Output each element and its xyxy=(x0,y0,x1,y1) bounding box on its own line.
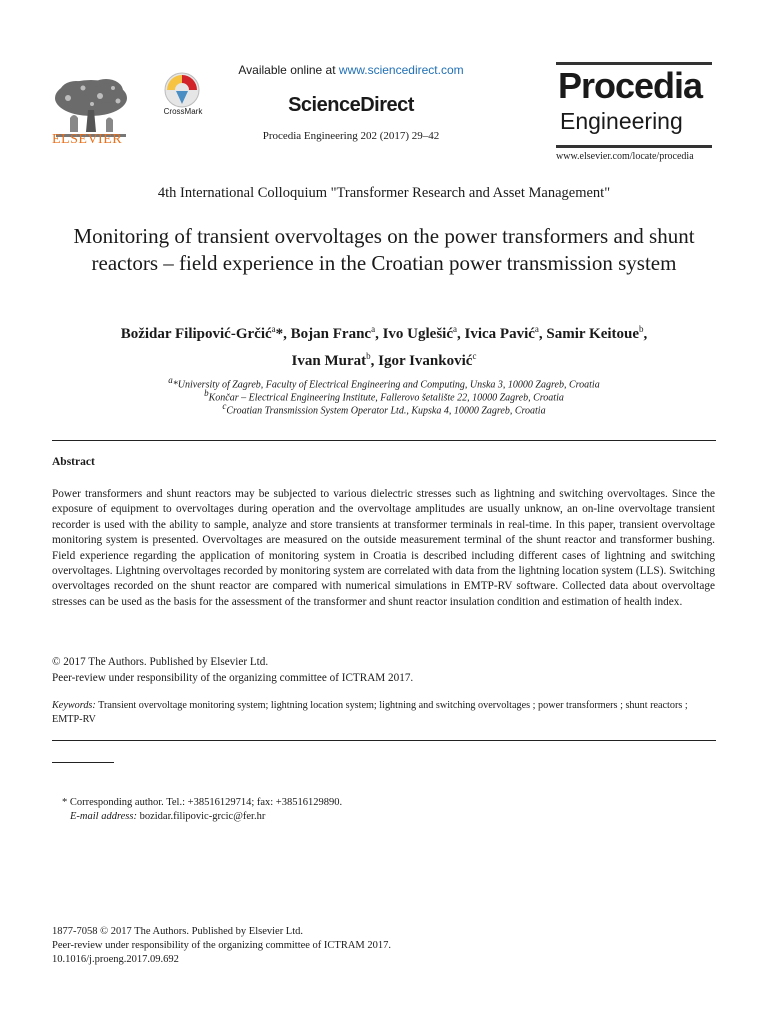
corresponding-mark: * xyxy=(275,326,284,342)
sciencedirect-logo: ScienceDirect xyxy=(288,94,414,116)
sciencedirect-link[interactable]: www.sciencedirect.com xyxy=(338,63,464,77)
email-address[interactable]: bozidar.filipovic-grcic@fer.hr xyxy=(136,811,266,822)
author-affiliation-mark: b xyxy=(639,324,644,334)
journal-homepage-link[interactable]: www.elsevier.com/locate/procedia xyxy=(556,151,694,162)
author-name: Bojan Franc xyxy=(290,326,372,342)
affiliation-c: $^c$Croatian Transmission System Operator Ltd., Kupska 4, 10000 Zagreb, Croatia xyxy=(222,401,546,417)
corresponding-author-note: * Corresponding author. Tel.: +38516129714; fax: +38516129890. xyxy=(62,797,343,808)
author-affiliation-mark: a xyxy=(534,324,539,334)
author-name: Samir Keitoue xyxy=(546,326,640,342)
author-name: Ivo Uglešić xyxy=(382,326,453,342)
author-name: Ivan Murat xyxy=(291,353,367,369)
footnote-rule xyxy=(52,762,114,763)
available-online-prefix: Available online at xyxy=(238,63,339,77)
paper-title: Monitoring of transient overvoltages on the power transformers and shunt reactors – field experience in the Croatian power transmission system xyxy=(73,224,695,275)
procedia-logo-title: Procedia xyxy=(558,65,703,106)
keywords-text: Transient overvoltage monitoring system; lightning location system; lightning and switching overvoltages ; power transformers ; shunt reactors ; EMTP-RV xyxy=(52,700,688,725)
peer-review-line: Peer-review under responsibility of the organizing committee of ICTRAM 2017. xyxy=(52,672,414,684)
section-divider xyxy=(52,440,716,441)
footer-peer-review: Peer-review under responsibility of the organizing committee of ICTRAM 2017. xyxy=(52,940,392,951)
crossmark-label: CrossMark xyxy=(163,107,203,116)
journal-reference: Procedia Engineering 202 (2017) 29–42 xyxy=(262,130,440,142)
copyright-notice xyxy=(52,654,413,686)
author-name: Igor Ivanković xyxy=(378,353,473,369)
email-label: E-mail address: xyxy=(70,811,137,822)
elsevier-wordmark: ELSEVIER xyxy=(52,132,123,147)
doi[interactable]: 10.1016/j.proeng.2017.09.692 xyxy=(52,954,179,965)
author-list: Božidar Filipović-Grčić$^a$*, Bojan Franc$^a$, Ivo Uglešić$^a$, Ivica Pavić$^a$, Samir Keitoue$^b$, Ivan Murat$^b$, Igor Ivanković$^c$ xyxy=(120,324,648,369)
author-affiliation-mark: a xyxy=(453,324,457,334)
available-online-line xyxy=(220,63,482,77)
abstract-heading: Abstract xyxy=(52,456,95,468)
affiliation-a: $^a$*University of Zagreb, Faculty of Electrical Engineering and Computing, Unska 3, 10000 Zagreb, Croatia xyxy=(168,375,600,391)
author-affiliation-mark: a xyxy=(271,324,276,334)
author-affiliation-mark: b xyxy=(366,351,371,361)
keywords-label: Keywords: xyxy=(52,700,96,711)
copyright-line: © 2017 The Authors. Published by Elsevier Ltd. xyxy=(52,656,269,668)
author-affiliation-mark: c xyxy=(472,351,477,361)
issn-line: 1877-7058 © 2017 The Authors. Published by Elsevier Ltd. xyxy=(52,926,304,937)
author-affiliation-mark: a xyxy=(371,324,376,334)
author-name: Ivica Pavić xyxy=(464,326,535,342)
abstract-body: Power transformers and shunt reactors may be subjected to various dielectric stresses such as lightning and switching overvoltages. Since the exposure of equipment to overvoltages during operation and the overvoltage amplitudes are usually unknow, an on-line overvoltage transient recorder is used with the ability to sample, analyze and store transients at transformer terminals in real-time. In this paper, transient overvoltage monitoring system is presented. Overvoltages are measured on the outside measurement terminal of the shunt reactor and transformer bushing. Field experience regarding the application of monitoring system in Croatia is described including different cases of lightning and switching overvoltages. Lightning overvoltages recorded by monitoring system are correlated with data from the lightning location system (LLS). Switching overvoltages recorded on the shunt reactor are compared with numerical simulations in EMTP-RV software. Collected data about overvoltage stresses can be used as the basis for the assessment of the transformer and shunt reactor insulation condition and estimation of health index. xyxy=(52,488,715,608)
keywords xyxy=(52,699,715,726)
author-name: Božidar Filipović-Grčić xyxy=(120,326,272,342)
section-divider xyxy=(52,740,716,741)
procedia-logo-subtitle: Engineering xyxy=(560,108,683,134)
email-note xyxy=(70,810,265,824)
publication-footer xyxy=(52,925,391,967)
affiliation-b: $^b$Končar – Electrical Engineering Institute, Fallerovo šetalište 22, 10000 Zagreb, Croatia xyxy=(204,388,564,404)
conference-name: 4th International Colloquium "Transformer Research and Asset Management" xyxy=(157,185,611,201)
